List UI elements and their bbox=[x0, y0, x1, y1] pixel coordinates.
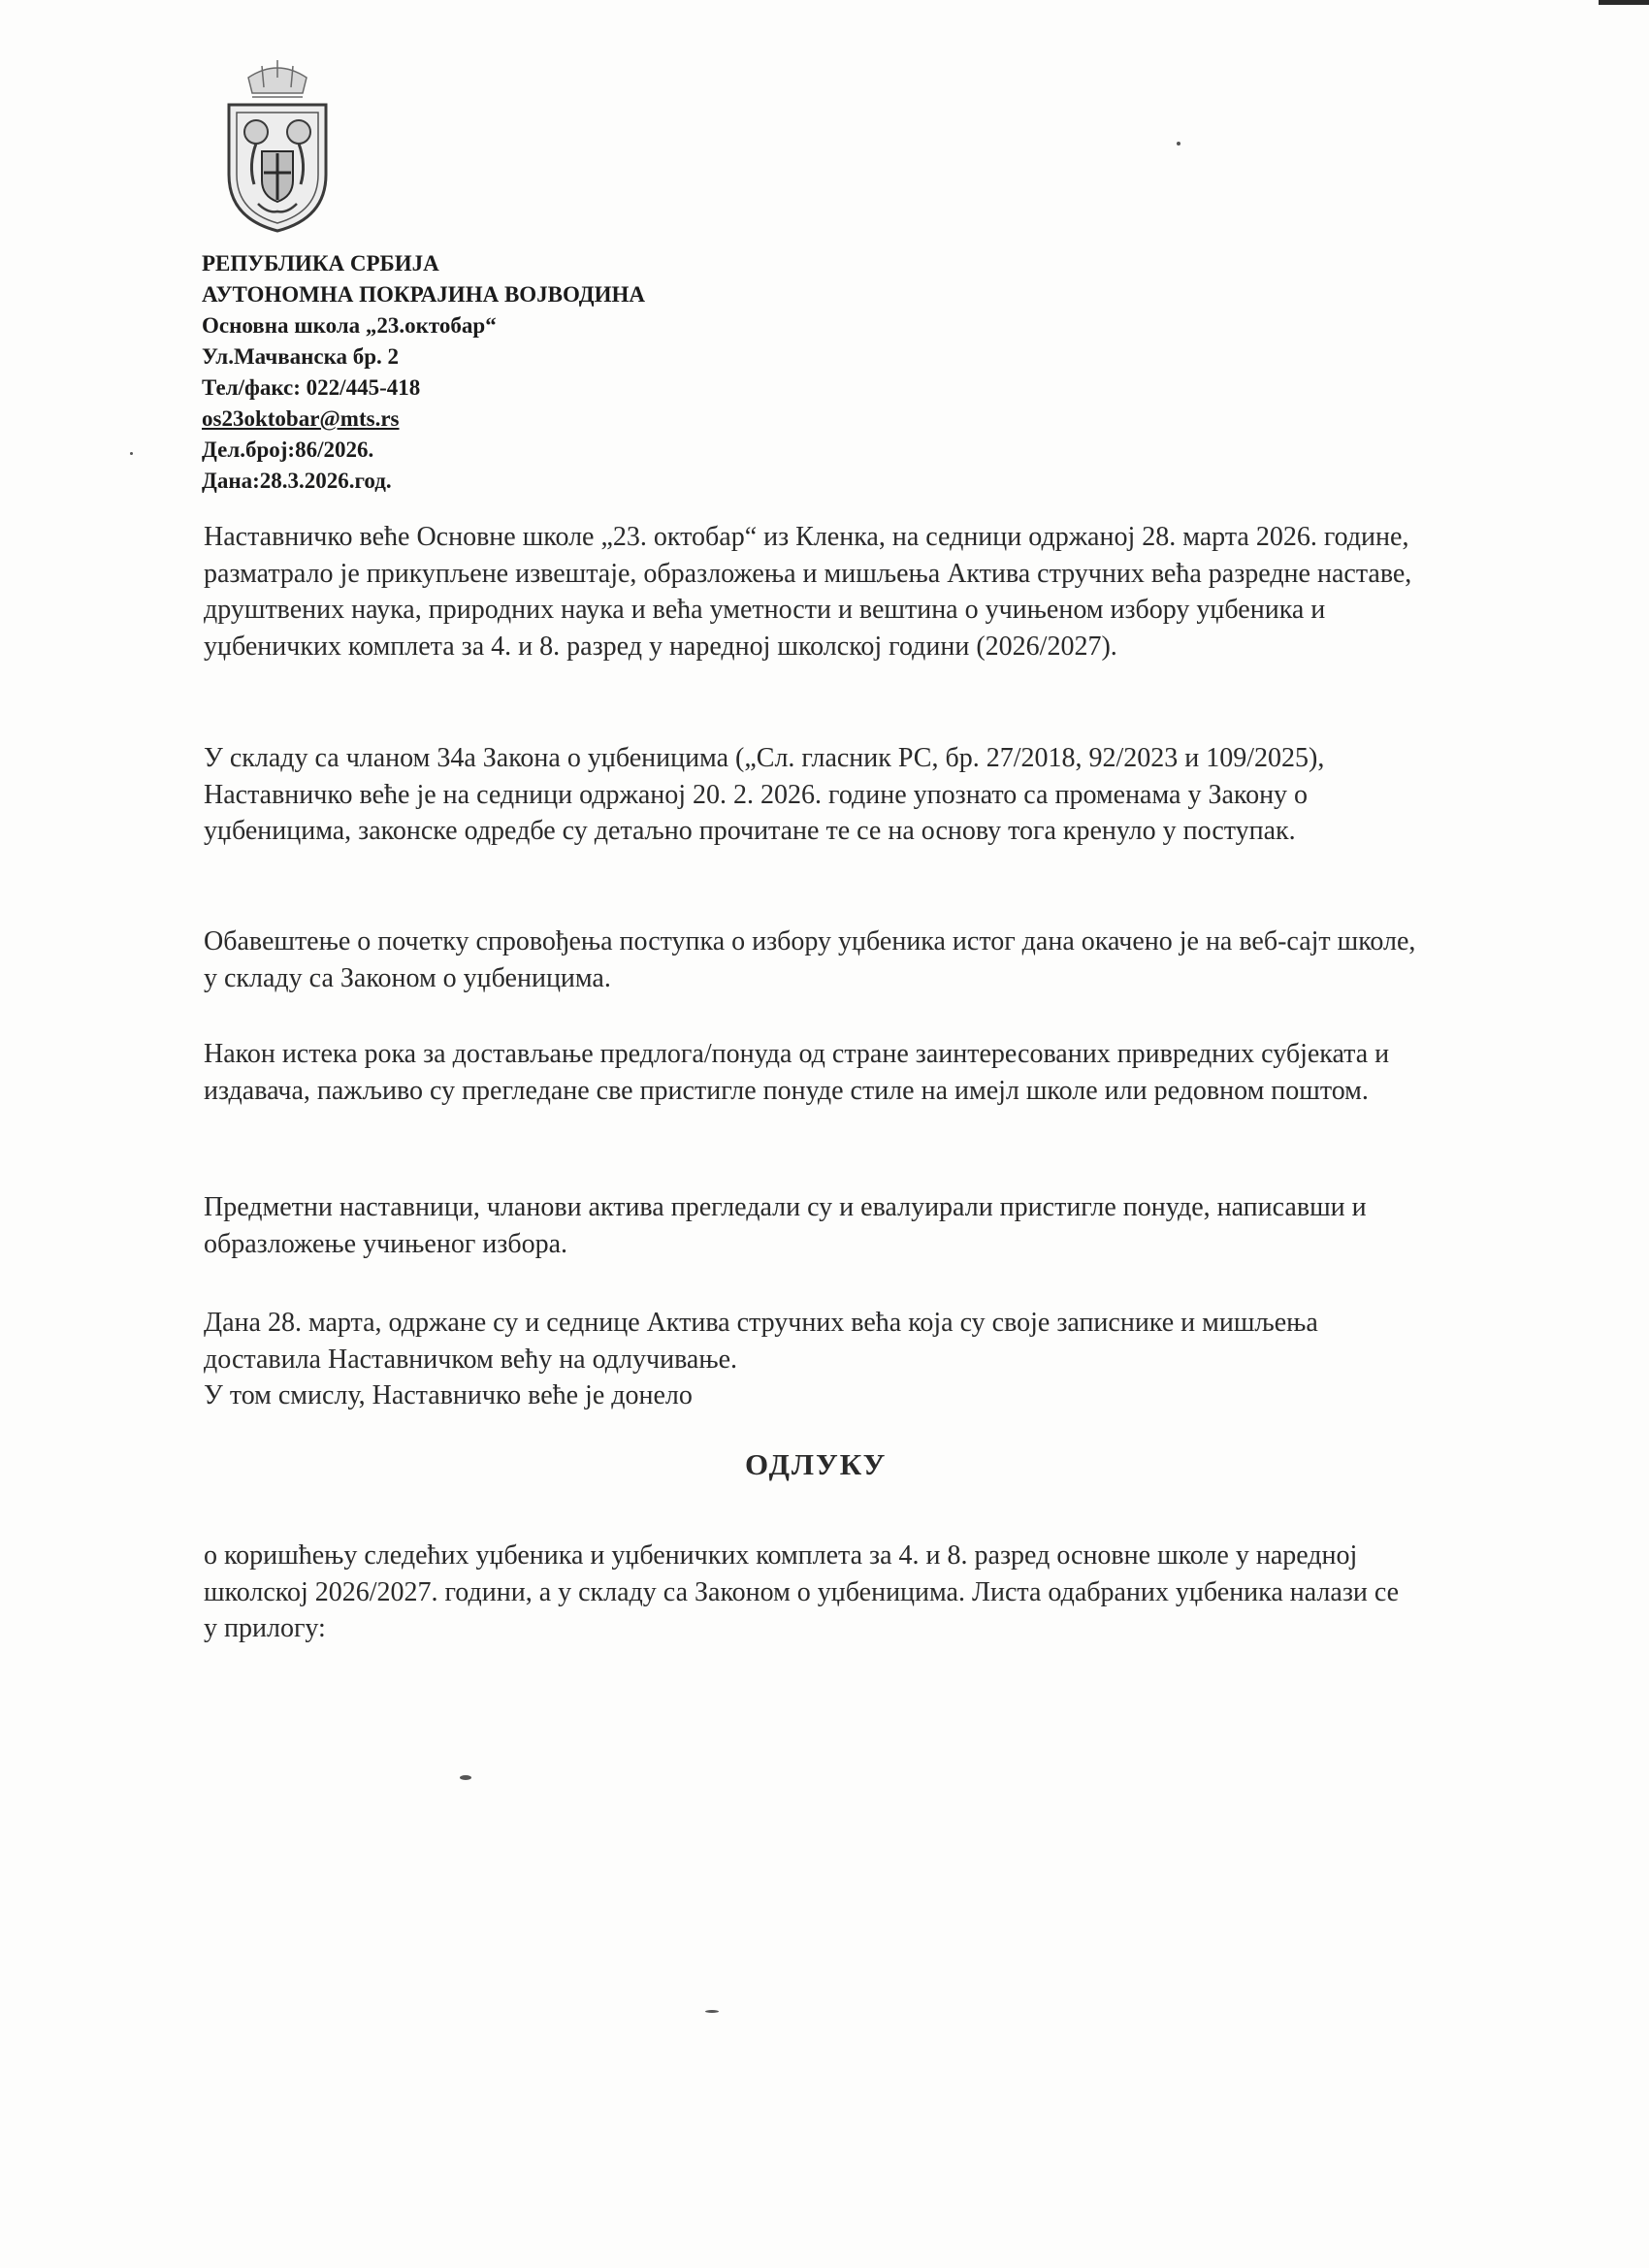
paragraph-decision bbox=[204, 1538, 1416, 1647]
decision-heading: ОДЛУКУ bbox=[745, 1447, 888, 1481]
header-province: АУТОНОМНА ПОКРАЈИНА ВОЈВОДИНА bbox=[202, 282, 645, 307]
school-header bbox=[202, 248, 645, 497]
scan-speck bbox=[460, 1775, 471, 1780]
paragraph-text: У складу са чланом 34а Закона о уџбеницима („Сл. гласник РС, бр. 27/2018, 92/2023 и 109/2025), Наставничко веће је на седници одржаној 20. 2. 2026. године упознато са променама у Закону о уџбеницима, законске одредбе су детаљно прочитане те се на основу тога кренуло у поступак. bbox=[204, 743, 1325, 846]
paragraph-notice bbox=[204, 923, 1416, 996]
serbian-coat-of-arms-icon bbox=[219, 58, 336, 233]
paragraph-text: Предметни наставници, чланови актива прегледали су и евалуирали пристигле понуде, написавши и образложење учињеног избора. bbox=[204, 1192, 1367, 1259]
header-school-name: Основна школа „23.октобар“ bbox=[202, 313, 497, 338]
header-email-link[interactable]: os23oktobar@mts.rs bbox=[202, 406, 400, 431]
header-reference-number: Дел.број:86/2026. bbox=[202, 437, 374, 462]
header-phone: Тел/факс: 022/445-418 bbox=[202, 375, 421, 400]
paragraph-sessions bbox=[204, 1305, 1416, 1377]
header-date: Дана:28.3.2026.год. bbox=[202, 469, 392, 493]
paragraph-text: Дана 28. марта, одржане су и седнице Актива стручних већа која су своје записнике и мишљења доставила Наставничком већу на одлучивање. bbox=[204, 1308, 1318, 1375]
scan-speck bbox=[130, 452, 133, 455]
paragraph-offers bbox=[204, 1036, 1416, 1109]
paragraph-text: У том смислу, Наставничко веће је донело bbox=[204, 1380, 693, 1410]
paragraph-text: Обавештење о почетку спровођења поступка о избору уџбеника истог дана окачено је на веб-сајт школе, у складу са Законом о уџбеницима. bbox=[204, 926, 1416, 993]
paragraph-text: о коришћењу следећих уџбеника и уџбеничких комплета за 4. и 8. разред основне школе у наредној школској 2026/2027. години, а у складу са Законом о уџбеницима. Листа одабраних уџбеника налази се у прилогу: bbox=[204, 1540, 1400, 1643]
paragraph-text: Након истека рока за достављање предлога/понуда од стране заинтересованих привредних субјеката и издавача, пажљиво су прегледане све пристигле понуде стиле на имејл школе или редовном поштом. bbox=[204, 1039, 1390, 1106]
scan-corner-mark bbox=[1599, 0, 1649, 5]
header-country: РЕПУБЛИКА СРБИЈА bbox=[202, 251, 439, 275]
scan-speck bbox=[705, 2010, 719, 2013]
paragraph-conclusion-intro bbox=[204, 1377, 1416, 1414]
header-address: Ул.Мачванска бр. 2 bbox=[202, 344, 400, 369]
paragraph-text: Наставничко веће Основне школе „23. октобар“ из Кленка, на седници одржаној 28. марта 2026. године, разматрало је прикупљене извештаје, образложења и мишљења Актива стручних већа разредне наставе, друштвених наука, природних наука и већа уметности и вештина о учињеном избору уџбеника и уџбеничких комплета за 4. и 8. разред у наредној школској години (2026/2027). bbox=[204, 522, 1412, 662]
scan-speck bbox=[1177, 142, 1180, 146]
paragraph-law-reference bbox=[204, 740, 1416, 850]
paragraph-evaluation bbox=[204, 1189, 1416, 1262]
paragraph-intro bbox=[204, 519, 1416, 664]
